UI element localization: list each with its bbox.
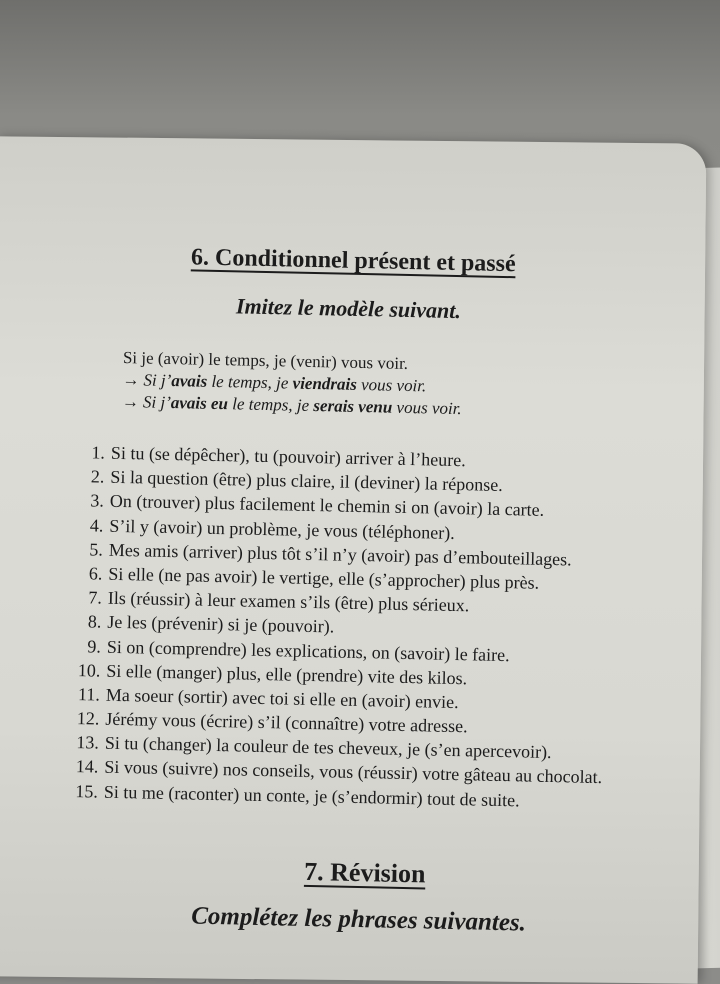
exercise-number: 5.: [89, 539, 104, 560]
answer-text: le temps, je: [207, 371, 293, 393]
exercise-text: Si tu (changer) la couleur de tes cheveux, je (s’en apercevoir).: [104, 732, 552, 763]
exercise-text: S’il y (avoir) un problème, je vous (téléphoner).: [109, 515, 455, 543]
answer-text: vous voir.: [356, 374, 427, 396]
answer-verb: avais eu: [170, 393, 229, 414]
exercise-number: 14.: [75, 756, 99, 778]
answer-verb: viendrais: [292, 373, 358, 394]
exercise-text: Si la question (être) plus claire, il (deviner) la réponse.: [110, 466, 503, 496]
exercise-text: Ils (réussir) à leur examen s’ils (être) plus sérieux.: [107, 587, 470, 616]
answer-text: le temps, je: [227, 394, 314, 416]
exercise-text: Si tu (se dépêcher), tu (pouvoir) arriver à l’heure.: [110, 442, 466, 471]
exercise-text: Si tu me (raconter) un conte, je (s’endormir) tout de suite.: [103, 781, 520, 811]
exercise-text: Mes amis (arriver) plus tôt s’il n’y (avoir) pas d’embouteillages.: [108, 539, 572, 570]
arrow-icon: →: [121, 391, 140, 412]
exercise-number: 3.: [90, 490, 105, 512]
exercise-text: Ma soeur (sortir) avec toi si elle en (avoir) envie.: [105, 684, 459, 712]
section-6-title: 6. Conditionnel présent et passé: [190, 244, 516, 278]
section-6-instruction: Imitez le modèle suivant.: [235, 293, 462, 324]
exercise-text: Si elle (manger) plus, elle (prendre) vite des kilos.: [106, 660, 468, 688]
exercise-number: 9.: [87, 635, 102, 657]
exercise-text: On (trouver) plus facilement le chemin si on (avoir) la carte.: [109, 491, 545, 521]
exercise-number: 15.: [75, 780, 99, 802]
model-prompt: Si je (avoir) le temps, je (venir) vous voir.: [122, 348, 409, 373]
answer-text: Si j’: [142, 392, 172, 413]
exercise-number: 4.: [89, 514, 104, 536]
section-7-title: 7. Révision: [303, 856, 426, 889]
exercise-text: Si vous (suivre) nos conseils, vous (réussir) votre gâteau au chocolat.: [104, 757, 603, 788]
answer-verb: serais venu: [313, 396, 393, 417]
exercise-number: 10.: [77, 659, 101, 681]
exercise-list: [72, 440, 609, 814]
exercise-text: Jérémy vous (écrire) s’il (connaître) votre adresse.: [105, 708, 468, 737]
answer-text: Si j’: [143, 370, 172, 391]
arrow-icon: →: [122, 370, 140, 390]
model-example: [122, 347, 463, 420]
exercise-text: Si on (comprendre) les explications, on (savoir) le faire.: [106, 636, 510, 665]
section-7-instruction: Complétez les phrases suivantes.: [190, 902, 527, 937]
exercise-number: 13.: [76, 732, 100, 753]
exercise-text: Si elle (ne pas avoir) le vertige, elle (s’approcher) plus près.: [108, 563, 540, 593]
answer-text: vous voir.: [392, 397, 462, 419]
exercise-number: 11.: [77, 684, 101, 705]
exercise-number: 12.: [76, 708, 100, 729]
exercise-number: 7.: [88, 587, 103, 608]
exercise-number: 2.: [90, 466, 105, 487]
answer-verb: avais: [171, 371, 208, 391]
exercise-number: 6.: [88, 563, 103, 584]
exercise-number: 8.: [87, 611, 102, 632]
exercise-number: 1.: [91, 442, 106, 463]
exercise-text: Je les (prévenir) si je (pouvoir).: [107, 612, 335, 637]
